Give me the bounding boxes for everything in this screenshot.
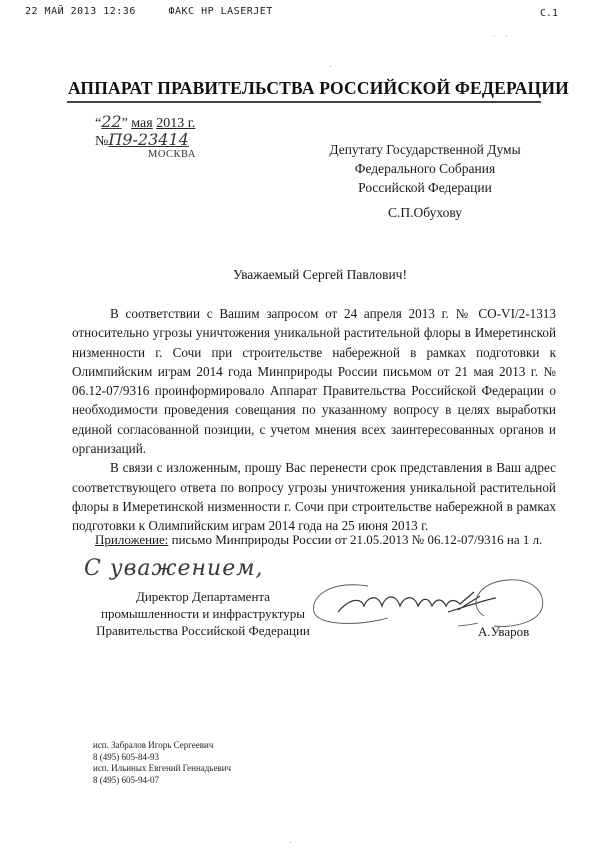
scan-speck [494,35,495,36]
letterhead-organization: АППАРАТ ПРАВИТЕЛЬСТВА РОССИЙСКОЙ ФЕДЕРАЦИИ [68,78,569,98]
signature-left-loop [313,585,388,624]
registration-date: “22” мая 2013 г. [95,112,196,131]
fax-header [25,6,273,17]
addressee-name: С.П.Обухову [387,205,462,220]
signer-position [78,588,328,639]
addressee-block [300,140,550,197]
handwritten-closing: С уважением, [84,556,264,581]
registration-day: 22 [101,112,122,131]
signature-body [338,592,496,612]
appendix-text: письмо Минприроды России от 21.05.2013 № 06.12-07/9316 на 1 л. [168,532,543,547]
registration-number-value: П9-23414 [108,130,189,149]
addressee-line: Федерального Собрания [354,161,496,176]
signer-position-line: Директор Департамента [135,589,271,604]
scan-speck [330,66,331,67]
scan-speck [506,36,507,37]
executor-line: исп. Забралов Игорь Сергеевич [93,740,214,750]
letter-body [72,304,556,536]
signer-position-line: промышленности и инфраструктуры [101,606,305,621]
salutation: Уважаемый Сергей Павлович! [233,267,407,282]
addressee-line: Российской Федерации [358,180,492,195]
registration-number [95,130,265,148]
registration-city: МОСКВА [148,149,196,160]
number-label: № [95,134,109,149]
letterhead-rule [67,101,541,103]
executors-block [93,740,231,786]
registration-month: мая [131,116,153,131]
executor-line: 8 (495) 605-84-93 [93,751,159,762]
signer-name: А.Уваров [478,624,530,639]
executor-line: 8 (495) 605-94-07 [93,774,159,785]
body-paragraph: В соответствии с Вашим запросом от 24 апреля 2013 г. № СО-VI/2-1313 относительно угрозы уничтожения уникальной растительной флоры в Имеретинской низменности г. Сочи при строительстве набережной в рамках подготовки к Олимпийским играм 2014 года Минприроды России письмом от 21 мая 2013 г. № 06.12-07/9316 проинформировало Аппарат Правительства Российской Федерации о необходимости проведения совещания по указанному вопросу в целях выработки единой согласованной позиции, с учетом мнения всех заинтересованных органов и организаций. [72,306,556,457]
registration-year: 2013 г. [156,116,196,131]
fax-page-number: C.1 [540,8,559,19]
appendix-label: Приложение: [95,532,169,547]
fax-datetime: 22 МАЙ 2013 12:36 [25,6,136,17]
signature-tail [458,623,478,626]
signature-right-loop [476,580,543,627]
signer-position-line: Правительства Российской Федерации [96,623,310,638]
scan-speck [290,842,291,843]
appendix [95,532,565,548]
registration-block [95,112,265,148]
addressee-line: Депутату Государственной Думы [329,142,521,157]
body-paragraph: В связи с изложенным, прошу Вас перенести срок представления в Ваш адрес соответствующего ответа по вопросу угрозы уничтожения уникальной растительной флоры в Имеретинской низменности г. Сочи при строительстве набережной в рамках подготовки к Олимпийским играм 2014 года на 25 июня 2013 г. [72,460,556,534]
executor-line: исп. Ильиных Евгений Геннадьевич [93,763,232,773]
fax-device: ФАКС HP LASERJET [168,6,273,17]
